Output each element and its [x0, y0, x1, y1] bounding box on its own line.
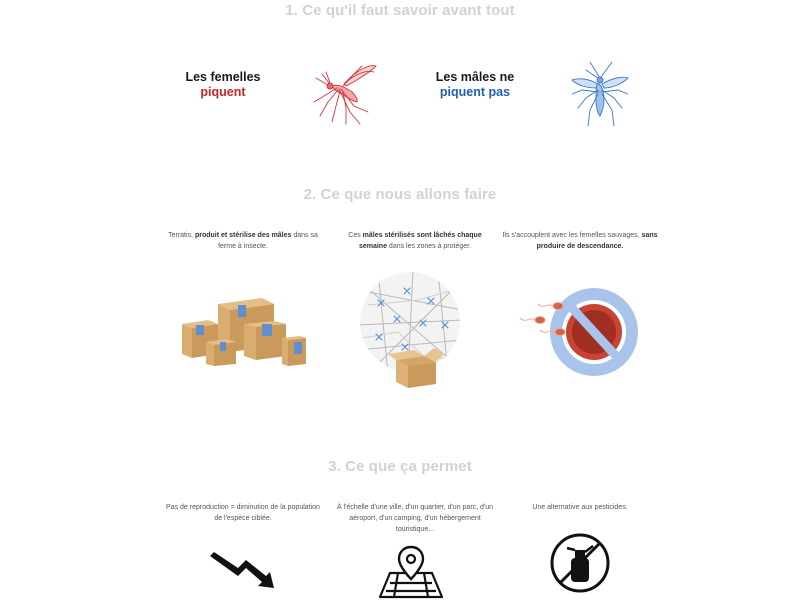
production-text-bold: produit et stérilise des mâles [194, 232, 292, 239]
scale-description: À l'échelle d'une ville, d'un quartier, d'un parc, d'un aéroport, d'un camping, d'un hébergement touristique... [336, 504, 494, 533]
no-pesticide-icon [549, 532, 611, 594]
open-box [388, 348, 444, 388]
mating-text-bold: sans produire de descendance. [536, 232, 658, 250]
box-far-right [282, 336, 306, 366]
pesticide-alternative-description: Une alternative aux pesticides. [532, 504, 628, 511]
mating-description [500, 230, 660, 252]
mating-text-pre: Ils s'accouplent avec les femelles sauvages, [502, 232, 642, 239]
section-3-title: 3. Ce que ça permet [328, 458, 472, 475]
map-location-icon [376, 545, 446, 601]
production-description [163, 230, 323, 252]
egg-target-illustration [518, 286, 642, 380]
population-decrease-description: Pas de reproduction = diminution de la population de l'espèce ciblée. [166, 504, 320, 522]
male-label-line1: Les mâles ne [435, 70, 515, 84]
box-small-front [206, 339, 236, 366]
female-label [173, 70, 273, 100]
release-description [335, 230, 495, 252]
male-label-line2: piquent pas [439, 85, 511, 99]
release-text-bold: mâles stérilisés sont lâchés chaque semaine [358, 232, 482, 250]
release-text-post: dans les zones à protéger. [386, 243, 472, 250]
female-mosquito-icon [310, 56, 386, 126]
release-text-pre: Ces [348, 232, 363, 239]
section-2-title: 2. Ce que nous allons faire [303, 186, 497, 203]
trend-down-arrow-icon [208, 550, 282, 592]
section-1-title: 1. Ce qu'il faut savoir avant tout [285, 2, 515, 19]
box-right [244, 321, 286, 360]
female-label-line1: Les femelles [185, 70, 261, 84]
male-label [425, 70, 525, 100]
production-text-post: dans sa ferme à insecte. [218, 232, 318, 250]
city-map-illustration [358, 270, 462, 390]
female-label-line2: piquent [200, 85, 246, 99]
production-text-pre: Terratis, [168, 232, 195, 239]
male-mosquito-icon [568, 56, 632, 128]
boxes-illustration [178, 294, 310, 370]
